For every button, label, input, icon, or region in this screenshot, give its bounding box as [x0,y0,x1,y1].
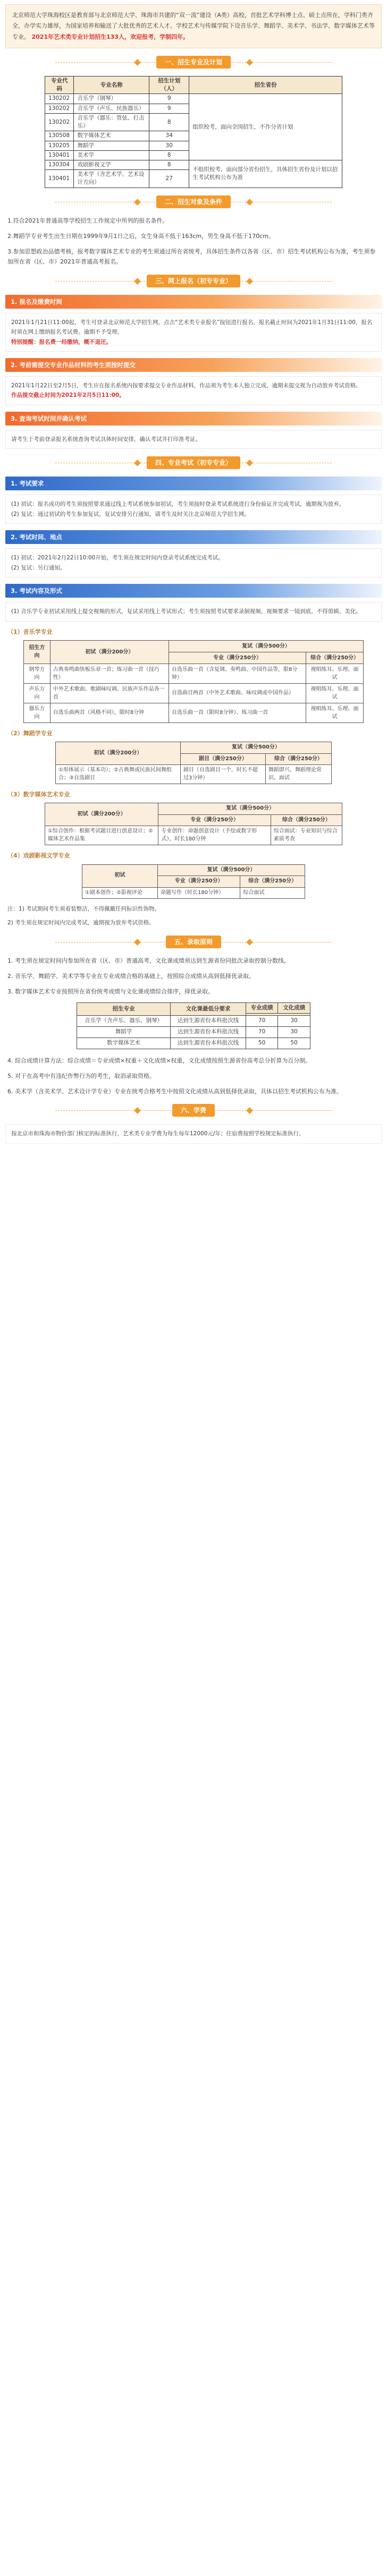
table-header: 综合（满分250分） [306,652,364,664]
exam-step-1: 1. 考试要求 [5,477,382,490]
exam-text: (2) 复试：通过初试的考生参加复试，复试安排另行通知，请考生及时关注北京师范大学招生网。 [11,511,250,517]
table-header: 复试（满分500分） [169,640,364,652]
cell: 音乐学（器乐：管弦、打击乐） [74,113,149,131]
cell: 50 [278,1038,310,1049]
cell: 达到生源省份本科批次线 [171,1038,246,1049]
dance-exam-table [55,742,332,784]
cell: 130202 [45,104,74,113]
plan-header-code: 专业代码 [45,76,74,94]
plan-header-province: 招生省份 [189,76,342,94]
table-header: 复试（满分500分） [158,864,305,876]
exam-text: (2) 复试：另行通知。 [11,564,66,571]
table-header: 专业（满分250分） [169,652,306,664]
page [0,0,387,1160]
cell: 戏剧影视文学 [74,160,149,170]
cell: 声乐方向 [24,683,51,703]
cell: 70 [246,1027,278,1038]
section-header-plan [55,56,332,70]
signup-box-2 [5,376,382,405]
table-row [56,765,332,784]
table-row [77,1016,310,1027]
table-header: 文化成绩 [278,1002,310,1014]
table-row [77,1027,310,1038]
media-exam-table [45,803,342,845]
fee-text: 按北京市和珠海市物价部门核定的标准执行，艺术类专业学费为每生每年12000元/年；住宿费按照学校规定标准执行。 [11,1130,305,1137]
cell: 专业创作：命题创意设计（手绘或数字形式），时长180分钟 [158,826,271,845]
condition-1: 1.符合2021年普通高等学校招生工作规定中所列的报名条件。 [7,217,169,224]
cell: 古典奏鸣曲快板乐章一首；练习曲一首（技巧性） [50,664,169,683]
intro-text: 北京师范大学珠海校区是教育部与北京师范大学、珠海市共建的“双一流”建设（A类）高校，首批艺术学科博士点、硕士点所在，学科门类齐全，办学实力雄厚，为国家培养和输送了大批优秀的艺术人才。学校艺术与传媒学院下设音乐学、舞蹈学、美术学、书法学、数字媒体艺术等专业。 [12,12,375,40]
cell: 自选乐曲两首（风格不同），限时8分钟 [50,703,169,722]
cell: 130401 [45,170,74,188]
section-title: 五、录取原则 [166,936,221,948]
table-header: 文化课最低分要求 [171,1002,246,1016]
intro-box [5,4,382,48]
section-header-exam [55,456,332,470]
exam-box-2 [5,548,382,577]
plan-table [45,76,342,188]
intro-highlight: 2021年艺术类专业计划招生133人，欢迎报考，学制四年。 [31,33,189,40]
cell: 舞蹈学 [77,1027,171,1038]
cell: 达到生源省份本科批次线 [171,1016,246,1027]
cell: 9 [149,104,189,113]
table-header: 初试（满分200分） [56,742,181,765]
table-header: 初试 [82,864,158,887]
cell: 130202 [45,113,74,131]
table-header: 剧目（满分250分） [180,753,265,765]
table-header: 综合（满分250分） [271,814,342,826]
table-header: 初试（满分200分） [45,803,158,826]
cell: 不组织校考，面向部分省份招生，具体招生省份及计划以招生考试机构公布为准 [189,160,342,188]
table-row [45,826,342,845]
exam-note-1: 注：1) 考试期间考生须着装整洁，不得佩戴任何标识性饰物。 [7,906,161,913]
cell: 自选曲目两首（中外艺术歌曲、咏叹调或中国作品） [169,683,306,703]
table-header: 招生方向 [24,640,51,664]
cell: 音乐学（含声乐、器乐、钢琴） [77,1016,171,1027]
signup-box-1 [5,313,382,352]
section-header-signup [55,275,332,288]
cell: 钢琴方向 [24,664,51,683]
condition-2: 2.舞蹈学专业考生出生日期在1999年9月1日之后，女生身高不低于163cm，男生身高不低于170cm。 [7,232,275,240]
cell: 130202 [45,94,74,104]
signup-text-1: 2021年1月21日11:00起，考生可登录北京师范大学招生网，点击“艺术类专业报名”按钮进行报名，报名截止时间为2021年1月31日11:00，报名时须在网上缴纳报名考试费。逾期不予受理。 [11,319,373,336]
section-title: 二、招生对象及条件 [156,195,231,208]
cell: 剧目（自选剧目一个，时长不超过3分钟） [180,765,265,784]
exam-text: (1) 初试：2021年2月22日10:00开始，考生须在规定时间内登录考试系统完成考试。 [11,555,224,562]
cell: 70 [246,1016,278,1027]
cell: 自选乐曲一首（限时8分钟）、练习曲一首 [169,703,306,722]
cell: 8 [149,113,189,131]
table-row [45,94,342,104]
cell: 中外艺术歌曲、歌剧咏叹调、民族声乐作品各一首 [50,683,169,703]
plan-header-count: 招生计划（人） [149,76,189,94]
table-header: 综合（满分250分） [240,876,305,888]
signup-step-3: 3. 查询考试时间并确认考试 [5,412,382,426]
cell: 8 [149,160,189,170]
section-title: 六、学费 [172,1104,215,1117]
cell: 视唱练耳、乐理、面试 [306,664,364,683]
cell: 30 [149,141,189,150]
signup-text-3: 请考生于考前登录报名系统查询考试具体时间安排，确认考试并打印准考证。 [11,436,201,443]
cell: 达到生源省份本科批次线 [171,1027,246,1038]
section-header-admission [55,936,332,949]
table-row [24,703,364,722]
table-header: 复试（满分500分） [158,803,342,815]
cell: 数字媒体艺术 [74,131,149,141]
cell: 视唱练耳、乐理、面试 [306,703,364,722]
table-header: 初试（满分200分） [50,640,169,664]
music-subtitle: （1）音乐学专业 [7,628,53,635]
cell: 130205 [45,141,74,150]
cell: 34 [149,131,189,141]
signup-box-3 [5,430,382,449]
cell: 美术学 [74,150,149,160]
cell: 音乐学（声乐、民族器乐） [74,104,149,113]
section-title: 三、网上报名（初专专业） [147,275,240,287]
section-header-fee [55,1104,332,1118]
cell: 数字媒体艺术 [77,1038,171,1049]
cell: 命题写作（时长180分钟） [158,887,240,899]
cell: 8 [149,150,189,160]
dance-subtitle: （2）舞蹈学专业 [7,729,53,737]
cell: ①形体展示（基本功）；②古典舞或民族民间舞组合；③自选剧目 [56,765,181,784]
section-title: 一、招生专业及计划 [156,56,231,69]
cell: 舞蹈即兴、舞蹈理论常识、面试 [265,765,331,784]
exam-step-3: 3. 考试内容及形式 [5,584,382,598]
section-header-conditions [55,195,332,209]
cell: 音乐学（钢琴） [74,94,149,104]
exam-box-3 [5,602,382,621]
signup-note-1: 特别提醒：报名费一经缴纳，概不退还。 [11,338,112,345]
table-row [45,160,342,170]
table-row [82,887,305,899]
table-header: 专业成绩 [246,1002,278,1014]
signup-highlight-2: 作品提交截止时间为2021年2月5日11:00。 [11,392,125,399]
music-exam-table [23,640,364,723]
cell: 130401 [45,150,74,160]
media-subtitle: （3）数字媒体艺术专业 [7,791,70,798]
cell: 50 [246,1038,278,1049]
cell: ①剧本创作；②影视评论 [82,887,158,899]
cell: 器乐方向 [24,703,51,722]
section-title: 四、专业考试（初专专业） [147,456,240,469]
condition-3: 3.参加思想政治品德考核，报考数字媒体艺术专业的考生须通过所在省统考，具体招生条件以各省（区、市）招生考试机构公布为准，考生须参加所在省（区、市）2021年普通高考报名。 [7,248,376,266]
table-header: 综合（满分250分） [265,753,331,765]
drama-exam-table [82,864,305,899]
table-header: 复试（满分500分） [180,742,331,754]
cell: 27 [149,170,189,188]
table-header: 招生专业 [77,1002,171,1016]
cell: 130508 [45,131,74,141]
table-header: 专业（满分250分） [158,876,240,888]
cell: 30 [278,1027,310,1038]
exam-text: (1) 音乐学专业初试采用线上提交视频的形式，复试采用线上考试形式；考生须按照考试要求录制视频，视频要求一镜到底，不得剪辑、美化。 [11,608,361,615]
table-row [77,1038,310,1049]
exam-box-1 [5,495,382,524]
admission-p2: 2. 音乐学、舞蹈学、美术学等专业在专业成绩合格的基础上，按照综合成绩从高到低择优录取。 [7,973,255,980]
cell: 综合面试 [240,887,305,899]
score-weight-table [77,1002,310,1049]
table-row [24,683,364,703]
exam-text: (1) 初试：报名成功的考生须按照要求通过线上考试系统参加初试，考生须按时登录考试系统进行身份验证并完成考试，逾期视为放弃。 [11,501,345,508]
cell: 舞蹈学 [74,141,149,150]
cell: 视唱练耳、乐理、面试 [306,683,364,703]
admission-p4: 4. 综合成绩计算方法：综合成绩＝专业成绩×权重＋文化成绩×权重，文化成绩按照生源省份高考总分折算为百分制。 [7,1057,312,1064]
exam-note-2: 2) 考生须在规定时间内完成考试，逾期视为放弃考试资格。 [7,920,155,926]
admission-p1: 1. 考生须在规定时间内参加所在省（区、市）普通高考，文化课成绩须达到生源省份同批次录取控制分数线。 [7,957,290,964]
fee-box [5,1124,382,1143]
cell: 自选乐曲一首（含复调、奏鸣曲、中国作品等，限8分钟） [169,664,306,683]
cell: 组织校考，面向全国招生，不作分省计划 [189,94,342,160]
signup-text-2: 2021年1月22日至2月5日，考生应在报名系统内按要求提交专业作品材料，作品须为考生本人独立完成，逾期未提交视为自动放弃考试资格。 [11,382,361,389]
admission-p3: 3. 数字媒体艺术专业按照所在省份统考成绩与文化课成绩综合排序，择优录取。 [7,988,214,996]
exam-step-2: 2. 考试时间、地点 [5,530,382,544]
table-row [24,664,364,683]
signup-step-1: 1. 报名及缴费时间 [5,295,382,309]
admission-p5: 5. 对于在高考中有违纪作弊行为的考生，取消录取资格。 [7,1072,155,1079]
cell: 9 [149,94,189,104]
admission-p6: 6. 美术学（含美术学、艺术设计学专业）专业在统考合格考生中按照文化成绩从高到低择优录取，具体以招生考试机构公布为准。 [7,1088,342,1095]
plan-header-name: 专业名称 [74,76,149,94]
table-header: 专业（满分250分） [158,814,271,826]
cell: 综合面试：专业知识与综合素质考查 [271,826,342,845]
cell: 美术学（含艺术学、艺术设计方向） [74,170,149,188]
cell: ①综合创作：根据考试题目进行创意设计；②媒体艺术作品集 [45,826,158,845]
signup-step-2: 2. 考前需提交专业作品材料的考生须按时提交 [5,358,382,372]
drama-subtitle: （4）戏剧影视文学专业 [7,852,70,860]
cell: 30 [278,1016,310,1027]
cell: 130304 [45,160,74,170]
